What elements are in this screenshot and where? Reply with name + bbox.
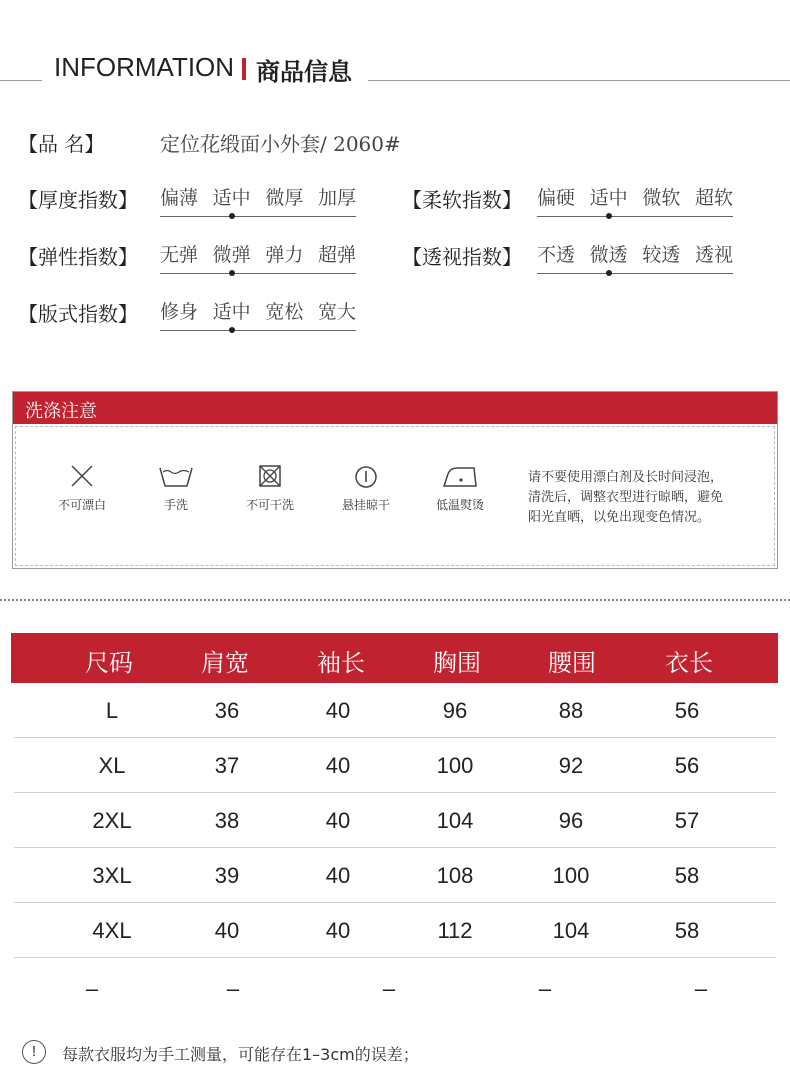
- softness-scale: [537, 183, 733, 223]
- scale-option: 偏薄: [160, 187, 199, 209]
- table-cell: 92: [558, 753, 584, 778]
- table-cell: 58: [674, 863, 700, 888]
- scale-option: 宽大: [317, 301, 356, 323]
- table-row: [14, 848, 776, 903]
- care-item-no-dry-clean: [220, 462, 320, 513]
- table-cell: 104: [552, 918, 590, 943]
- care-item-label: 不可漂白: [57, 498, 106, 512]
- scale-marker: [606, 213, 612, 219]
- header-accent-bar: [242, 58, 246, 80]
- table-cell: 58: [674, 918, 700, 943]
- table-cell: XL: [98, 753, 126, 778]
- scale-option: 偏硬: [537, 187, 576, 209]
- table-cell: –: [694, 976, 708, 1001]
- table-cell: 100: [552, 863, 590, 888]
- care-header: [13, 392, 777, 424]
- table-cell: 40: [325, 863, 351, 888]
- scale-option: 微弹: [212, 244, 251, 266]
- scale-option: 微厚: [265, 187, 304, 209]
- scale-option: 超弹: [317, 244, 356, 266]
- scale-option: 适中: [589, 187, 628, 209]
- care-item-hand-wash: [126, 462, 226, 513]
- transparency-label: 【透视指数】: [402, 245, 522, 269]
- table-cell: 37: [214, 753, 240, 778]
- fit-label: 【版式指数】: [18, 302, 138, 326]
- product-name-label: 【品 名】: [18, 132, 105, 156]
- scale-line: [160, 273, 356, 274]
- care-item-label: 低温熨烫: [435, 498, 484, 512]
- hand-wash-icon: [157, 462, 195, 490]
- header-rule-right: [368, 80, 790, 81]
- column-header-chest: 胸围: [433, 649, 481, 677]
- scale-option: 微透: [589, 244, 628, 266]
- care-note-line: 请不要使用漂白剂及长时间浸泡，: [528, 470, 724, 485]
- fit-scale: [160, 297, 356, 337]
- table-row: [14, 961, 776, 1016]
- table-cell: –: [382, 976, 396, 1001]
- column-header-shoulder: 肩宽: [201, 649, 249, 677]
- table-cell: 36: [214, 698, 240, 723]
- table-cell: 57: [674, 808, 700, 833]
- column-header-size: 尺码: [85, 649, 133, 677]
- size-table-header: [11, 633, 778, 683]
- scale-option: 宽松: [265, 301, 304, 323]
- table-cell: –: [85, 976, 99, 1001]
- no-bleach-icon: [67, 462, 97, 490]
- scale-line: [160, 216, 356, 217]
- scale-option: 无弹: [160, 244, 199, 266]
- scale-option: 加厚: [317, 187, 356, 209]
- table-cell: –: [538, 976, 552, 1001]
- table-cell: 2XL: [92, 808, 132, 833]
- transparency-scale: [537, 240, 733, 280]
- scale-marker: [229, 213, 235, 219]
- table-cell: 40: [214, 918, 240, 943]
- scale-option: 不透: [537, 244, 576, 266]
- table-cell: 88: [558, 698, 584, 723]
- table-cell: 112: [437, 918, 473, 943]
- table-row: [14, 793, 776, 848]
- scale-option: 适中: [212, 187, 251, 209]
- scale-line: [160, 330, 356, 331]
- header-title-en: INFORMATION: [54, 52, 235, 82]
- warning-icon: !: [22, 1040, 46, 1064]
- elasticity-scale: [160, 240, 356, 280]
- table-cell: 39: [214, 863, 240, 888]
- elasticity-label: 【弹性指数】: [18, 245, 138, 269]
- table-cell: 56: [674, 698, 700, 723]
- care-note-line: 清洗后，调整衣型进行晾晒，避免: [528, 490, 724, 505]
- table-cell: 38: [214, 808, 240, 833]
- table-cell: 4XL: [92, 918, 132, 943]
- hang-dry-icon: [351, 462, 381, 490]
- table-row: [14, 738, 776, 793]
- scale-option: 修身: [160, 301, 199, 323]
- table-cell: 108: [436, 863, 474, 888]
- softness-label: 【柔软指数】: [402, 188, 522, 212]
- product-name-value: 定位花缎面小外套/ 2060#: [160, 132, 401, 156]
- care-item-no-bleach: [32, 462, 132, 513]
- measurement-note: 每款衣服均为手工测量，可能存在1–3cm的误差；: [62, 1045, 419, 1064]
- table-cell: 96: [442, 698, 468, 723]
- scale-option: 微软: [642, 187, 681, 209]
- header-title-cn: 商品信息: [256, 58, 352, 86]
- table-cell: 96: [558, 808, 584, 833]
- low-iron-icon: [440, 462, 480, 490]
- table-row: [14, 683, 776, 738]
- scale-option: 适中: [212, 301, 251, 323]
- scale-marker: [229, 270, 235, 276]
- column-header-sleeve: 袖长: [317, 649, 365, 677]
- care-title: 洗涤注意: [25, 401, 97, 422]
- table-cell: 56: [674, 753, 700, 778]
- column-header-length: 衣长: [665, 649, 713, 677]
- thickness-label: 【厚度指数】: [18, 188, 138, 212]
- care-item-label: 悬挂晾干: [341, 498, 390, 512]
- care-item-hang-dry: [316, 462, 416, 513]
- scale-line: [537, 273, 733, 274]
- table-cell: 100: [436, 753, 474, 778]
- table-cell: L: [105, 698, 119, 723]
- scale-option: 弹力: [265, 244, 304, 266]
- scale-marker: [606, 270, 612, 276]
- care-item-label: 不可干洗: [245, 498, 294, 512]
- thickness-scale: [160, 183, 356, 223]
- table-cell: 40: [325, 808, 351, 833]
- scale-option: 超软: [694, 187, 733, 209]
- table-cell: –: [226, 976, 240, 1001]
- care-item-label: 手洗: [163, 498, 188, 512]
- care-item-low-iron: [410, 462, 510, 513]
- table-cell: 40: [325, 918, 351, 943]
- table-row: [14, 903, 776, 958]
- table-cell: 104: [436, 808, 474, 833]
- table-cell: 40: [325, 698, 351, 723]
- scale-line: [537, 216, 733, 217]
- care-note-line: 阳光直晒，以免出现变色情况。: [528, 510, 711, 525]
- scale-marker: [229, 327, 235, 333]
- care-note: [528, 468, 768, 528]
- dotted-separator: [0, 599, 790, 601]
- scale-option: 透视: [694, 244, 733, 266]
- column-header-waist: 腰围: [548, 649, 596, 677]
- no-dry-clean-icon: [255, 462, 285, 490]
- header-rule-left: [0, 80, 42, 81]
- scale-option: 较透: [642, 244, 681, 266]
- table-cell: 40: [325, 753, 351, 778]
- table-cell: 3XL: [92, 863, 132, 888]
